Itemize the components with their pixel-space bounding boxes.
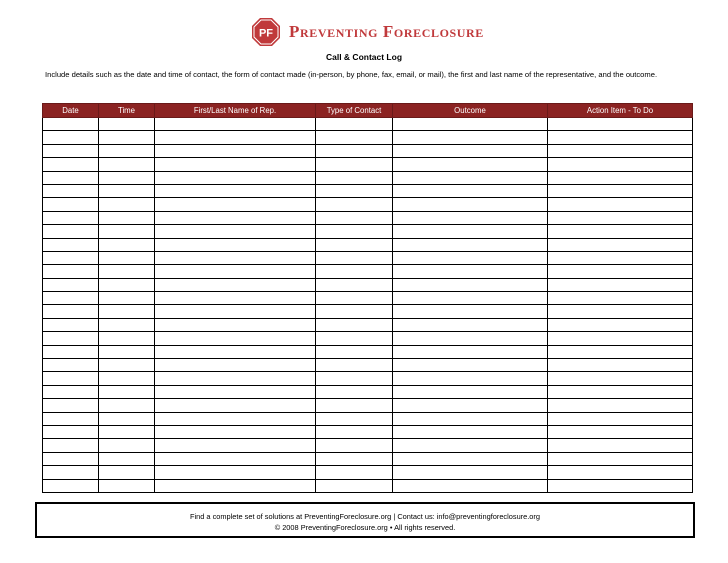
cell-time[interactable] [99,318,155,331]
table-row [43,158,693,171]
cell-action-item[interactable] [548,399,693,412]
table-row [43,359,693,372]
cell-date[interactable] [43,359,99,372]
cell-action-item[interactable] [548,452,693,465]
cell-contact-type[interactable] [316,118,393,131]
cell-date[interactable] [43,305,99,318]
cell-rep-name[interactable] [155,466,316,479]
cell-outcome[interactable] [393,278,548,291]
cell-time[interactable] [99,118,155,131]
cell-action-item[interactable] [548,439,693,452]
cell-action-item[interactable] [548,211,693,224]
table-row [43,198,693,211]
cell-outcome[interactable] [393,292,548,305]
table-row [43,345,693,358]
cell-contact-type[interactable] [316,198,393,211]
cell-time[interactable] [99,425,155,438]
cell-action-item[interactable] [548,345,693,358]
cell-action-item[interactable] [548,479,693,492]
cell-action-item[interactable] [548,318,693,331]
cell-action-item[interactable] [548,225,693,238]
cell-rep-name[interactable] [155,211,316,224]
cell-contact-type[interactable] [316,359,393,372]
cell-outcome[interactable] [393,332,548,345]
cell-action-item[interactable] [548,158,693,171]
cell-rep-name[interactable] [155,238,316,251]
cell-rep-name[interactable] [155,305,316,318]
cell-time[interactable] [99,345,155,358]
cell-rep-name[interactable] [155,144,316,157]
cell-contact-type[interactable] [316,225,393,238]
cell-time[interactable] [99,372,155,385]
cell-outcome[interactable] [393,452,548,465]
cell-time[interactable] [99,359,155,372]
table-row [43,439,693,452]
cell-rep-name[interactable] [155,265,316,278]
cell-date[interactable] [43,425,99,438]
cell-date[interactable] [43,211,99,224]
footer-copyright: © 2008 PreventingForeclosure.org • All rights reserved. [274,523,456,532]
cell-outcome[interactable] [393,305,548,318]
cell-rep-name[interactable] [155,158,316,171]
cell-date[interactable] [43,265,99,278]
table-row [43,211,693,224]
cell-date[interactable] [43,318,99,331]
cell-rep-name[interactable] [155,318,316,331]
cell-rep-name[interactable] [155,198,316,211]
table-row [43,118,693,131]
cell-date[interactable] [43,385,99,398]
cell-contact-type[interactable] [316,158,393,171]
cell-action-item[interactable] [548,292,693,305]
cell-date[interactable] [43,118,99,131]
cell-rep-name[interactable] [155,225,316,238]
cell-contact-type[interactable] [316,466,393,479]
cell-rep-name[interactable] [155,118,316,131]
cell-time[interactable] [99,466,155,479]
cell-rep-name[interactable] [155,345,316,358]
cell-contact-type[interactable] [316,171,393,184]
cell-action-item[interactable] [548,332,693,345]
header [0,17,728,51]
cell-date[interactable] [43,184,99,197]
cell-time[interactable] [99,251,155,264]
cell-outcome[interactable] [393,385,548,398]
cell-outcome[interactable] [393,265,548,278]
cell-time[interactable] [99,332,155,345]
cell-contact-type[interactable] [316,238,393,251]
column-header-rep-name: First/Last Name of Rep. [155,104,316,118]
cell-rep-name[interactable] [155,171,316,184]
table-row [43,292,693,305]
cell-contact-type[interactable] [316,372,393,385]
cell-date[interactable] [43,225,99,238]
cell-outcome[interactable] [393,399,548,412]
column-header-action-item: Action Item - To Do [548,104,693,118]
column-header-outcome: Outcome [393,104,548,118]
cell-outcome[interactable] [393,118,548,131]
cell-date[interactable] [43,238,99,251]
cell-contact-type[interactable] [316,144,393,157]
cell-contact-type[interactable] [316,479,393,492]
cell-date[interactable] [43,292,99,305]
cell-rep-name[interactable] [155,385,316,398]
column-header-date: Date [43,104,99,118]
cell-action-item[interactable] [548,118,693,131]
cell-outcome[interactable] [393,158,548,171]
cell-rep-name[interactable] [155,399,316,412]
logo-name: Preventing Foreclosure [289,22,484,41]
table-row [43,238,693,251]
cell-rep-name[interactable] [155,439,316,452]
cell-rep-name[interactable] [155,292,316,305]
table-body [43,118,693,493]
cell-rep-name[interactable] [155,452,316,465]
table-row [43,171,693,184]
cell-rep-name[interactable] [155,479,316,492]
cell-rep-name[interactable] [155,372,316,385]
cell-action-item[interactable] [548,144,693,157]
table-row [43,305,693,318]
cell-date[interactable] [43,158,99,171]
table-row [43,278,693,291]
page-title: Call & Contact Log [325,52,403,62]
table-row [43,412,693,425]
cell-date[interactable] [43,332,99,345]
table-row [43,372,693,385]
instructions-text: Include details such as the date and time of contact, the form of contact made (in-person, by phone, fax, email, or mail), the first and last name of the representative, and the outcome. [45,70,658,79]
cell-rep-name[interactable] [155,251,316,264]
cell-outcome[interactable] [393,225,548,238]
cell-outcome[interactable] [393,171,548,184]
cell-action-item[interactable] [548,184,693,197]
table-row [43,251,693,264]
cell-contact-type[interactable] [316,452,393,465]
cell-rep-name[interactable] [155,359,316,372]
cell-action-item[interactable] [548,372,693,385]
cell-time[interactable] [99,479,155,492]
cell-contact-type[interactable] [316,439,393,452]
cell-action-item[interactable] [548,425,693,438]
cell-time[interactable] [99,452,155,465]
cell-contact-type[interactable] [316,131,393,144]
cell-time[interactable] [99,292,155,305]
cell-action-item[interactable] [548,466,693,479]
cell-contact-type[interactable] [316,278,393,291]
column-header-time: Time [99,104,155,118]
cell-contact-type[interactable] [316,184,393,197]
cell-time[interactable] [99,131,155,144]
cell-action-item[interactable] [548,412,693,425]
cell-date[interactable] [43,439,99,452]
cell-date[interactable] [43,198,99,211]
cell-date[interactable] [43,372,99,385]
cell-contact-type[interactable] [316,305,393,318]
cell-contact-type[interactable] [316,211,393,224]
cell-outcome[interactable] [393,318,548,331]
cell-date[interactable] [43,251,99,264]
cell-date[interactable] [43,452,99,465]
cell-contact-type[interactable] [316,332,393,345]
cell-date[interactable] [43,131,99,144]
cell-date[interactable] [43,144,99,157]
cell-time[interactable] [99,211,155,224]
cell-time[interactable] [99,305,155,318]
table-row [43,144,693,157]
cell-date[interactable] [43,399,99,412]
cell-outcome[interactable] [393,466,548,479]
table-row [43,479,693,492]
cell-rep-name[interactable] [155,425,316,438]
cell-date[interactable] [43,479,99,492]
table-row [43,399,693,412]
cell-date[interactable] [43,412,99,425]
cell-time[interactable] [99,385,155,398]
cell-outcome[interactable] [393,372,548,385]
cell-rep-name[interactable] [155,184,316,197]
contact-log-table [42,103,693,493]
table-row [43,466,693,479]
cell-time[interactable] [99,238,155,251]
cell-outcome[interactable] [393,345,548,358]
cell-outcome[interactable] [393,439,548,452]
cell-outcome[interactable] [393,251,548,264]
cell-action-item[interactable] [548,131,693,144]
cell-action-item[interactable] [548,265,693,278]
cell-rep-name[interactable] [155,278,316,291]
table-row [43,184,693,197]
cell-time[interactable] [99,225,155,238]
cell-action-item[interactable] [548,198,693,211]
cell-contact-type[interactable] [316,385,393,398]
cell-outcome[interactable] [393,131,548,144]
cell-outcome[interactable] [393,359,548,372]
cell-action-item[interactable] [548,359,693,372]
cell-contact-type[interactable] [316,265,393,278]
cell-time[interactable] [99,144,155,157]
cell-outcome[interactable] [393,211,548,224]
cell-time[interactable] [99,412,155,425]
cell-time[interactable] [99,158,155,171]
cell-outcome[interactable] [393,198,548,211]
cell-action-item[interactable] [548,278,693,291]
cell-contact-type[interactable] [316,399,393,412]
cell-contact-type[interactable] [316,345,393,358]
footer [35,502,695,538]
column-header-contact-type: Type of Contact [316,104,393,118]
cell-outcome[interactable] [393,412,548,425]
cell-outcome[interactable] [393,144,548,157]
cell-contact-type[interactable] [316,425,393,438]
cell-time[interactable] [99,198,155,211]
cell-date[interactable] [43,278,99,291]
cell-contact-type[interactable] [316,251,393,264]
table-row [43,452,693,465]
cell-time[interactable] [99,399,155,412]
table-row [43,385,693,398]
cell-time[interactable] [99,171,155,184]
cell-date[interactable] [43,345,99,358]
cell-action-item[interactable] [548,385,693,398]
cell-action-item[interactable] [548,251,693,264]
cell-outcome[interactable] [393,479,548,492]
table-row [43,265,693,278]
cell-outcome[interactable] [393,425,548,438]
cell-outcome[interactable] [393,184,548,197]
cell-outcome[interactable] [393,238,548,251]
cell-contact-type[interactable] [316,292,393,305]
cell-action-item[interactable] [548,238,693,251]
table-row [43,131,693,144]
table-row [43,318,693,331]
cell-rep-name[interactable] [155,131,316,144]
cell-action-item[interactable] [548,171,693,184]
footer-contact-line: Find a complete set of solutions at PreventingForeclosure.org | Contact us: info@preventingforeclosure.org [190,512,540,521]
cell-date[interactable] [43,171,99,184]
table-row [43,332,693,345]
cell-time[interactable] [99,184,155,197]
cell-time[interactable] [99,439,155,452]
cell-contact-type[interactable] [316,412,393,425]
cell-date[interactable] [43,466,99,479]
cell-time[interactable] [99,278,155,291]
cell-rep-name[interactable] [155,412,316,425]
cell-action-item[interactable] [548,305,693,318]
cell-contact-type[interactable] [316,318,393,331]
table-header-row [43,104,693,118]
cell-time[interactable] [99,265,155,278]
table-row [43,425,693,438]
pf-logo-icon [251,17,281,47]
cell-rep-name[interactable] [155,332,316,345]
logo-initials: PF [258,27,274,40]
table-row [43,225,693,238]
